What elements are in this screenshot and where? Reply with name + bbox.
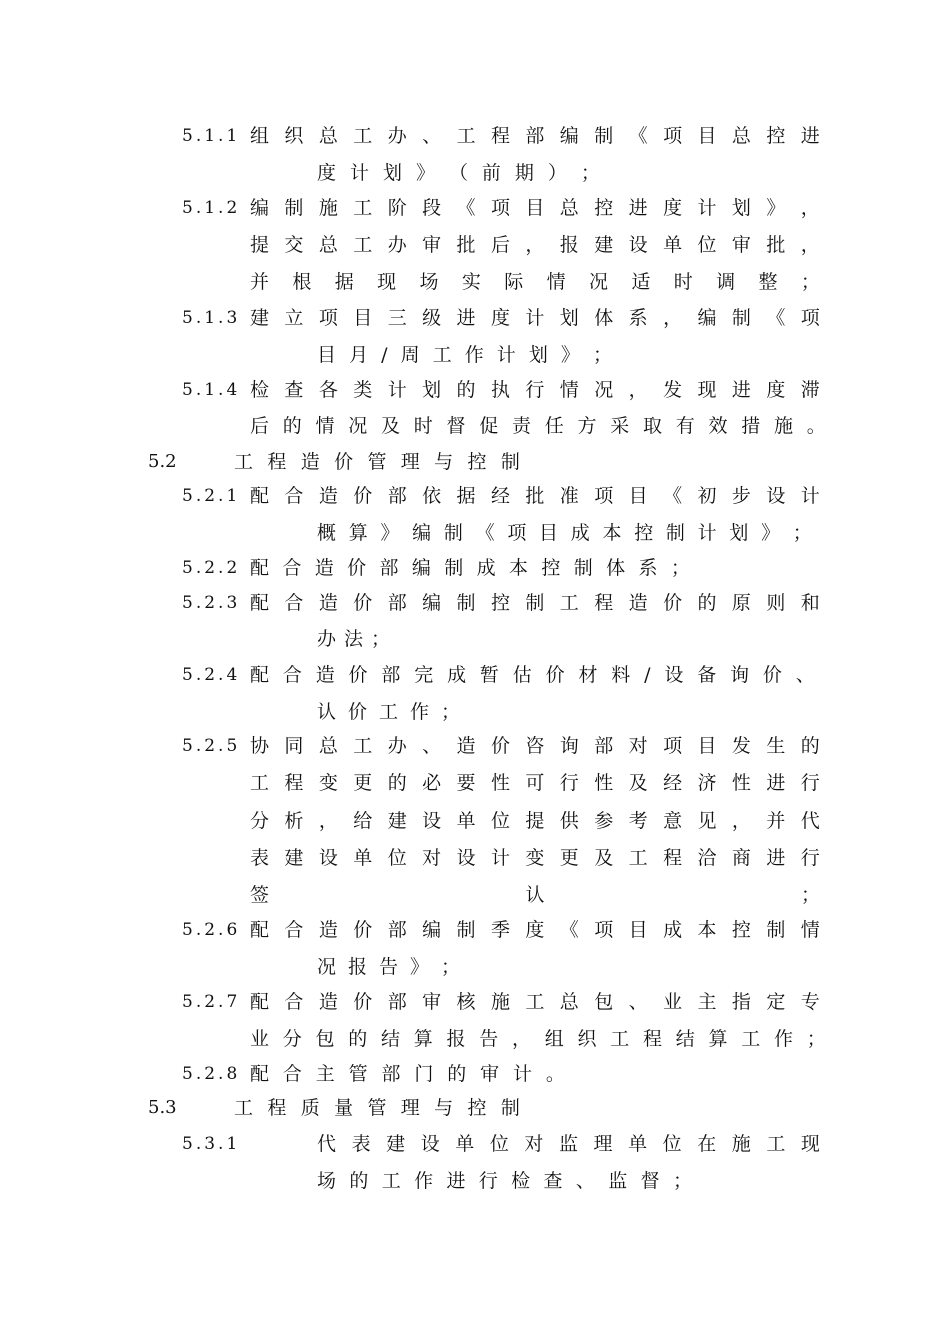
list-item-line xyxy=(0,515,950,551)
list-item-line xyxy=(0,264,950,300)
list-item-line xyxy=(0,657,950,693)
list-item-line xyxy=(0,478,950,514)
list-item-line xyxy=(0,728,950,764)
clause-number: 5.1.4 xyxy=(182,380,241,400)
clause-text: 组 织 总 工 办 、 工 程 部 编 制 《 项 目 总 控 进 xyxy=(250,125,820,147)
clause-text: 配 合 主 管 部 门 的 审 计 。 xyxy=(250,1063,565,1085)
clause-text: 办 法 ； xyxy=(317,628,390,650)
clause-text: 配 合 造 价 部 依 据 经 批 准 项 目 《 初 步 设 计 xyxy=(250,485,820,507)
clause-number: 5.2.6 xyxy=(182,920,241,940)
clause-text: 提 交 总 工 办 审 批 后 ， 报 建 设 单 位 审 批 ， xyxy=(250,234,820,256)
clause-text: 目 月 / 周 工 作 计 划 》 ； xyxy=(317,344,612,366)
list-item-line xyxy=(0,621,950,657)
clause-number: 5.1.1 xyxy=(182,126,241,146)
clause-text: 代 表 建 设 单 位 对 监 理 单 位 在 施 工 现 xyxy=(317,1133,820,1155)
list-item-line xyxy=(0,155,950,191)
list-item-line xyxy=(0,372,950,408)
clause-text: 编 制 施 工 阶 段 《 项 目 总 控 进 度 计 划 》 ， xyxy=(250,197,820,219)
list-item-line xyxy=(0,765,950,801)
list-item-line xyxy=(0,337,950,373)
list-item-line xyxy=(0,550,950,586)
list-item-line xyxy=(0,949,950,985)
clause-number: 5.2.5 xyxy=(182,736,241,756)
list-item-line xyxy=(0,227,950,263)
clause-text: 协 同 总 工 办 、 造 价 咨 询 部 对 项 目 发 生 的 xyxy=(250,735,820,757)
clause-text: 配 合 造 价 部 完 成 暂 估 价 材 料 / 设 备 询 价 、 xyxy=(250,664,815,686)
list-item-line xyxy=(0,912,950,948)
clause-text: 工 程 造 价 管 理 与 控 制 xyxy=(234,451,520,473)
clause-number: 5.3.1 xyxy=(182,1134,241,1154)
section-heading xyxy=(0,1090,950,1126)
clause-text: 度 计 划 》 （ 前 期 ） ； xyxy=(317,162,600,184)
clause-text: 配 合 造 价 部 审 核 施 工 总 包 、 业 主 指 定 专 xyxy=(250,991,820,1013)
clause-text: 后 的 情 况 及 时 督 促 责 任 方 采 取 有 效 措 施 。 xyxy=(250,415,826,437)
clause-number: 5.3 xyxy=(148,1097,177,1118)
clause-text: 工 程 变 更 的 必 要 性 可 行 性 及 经 济 性 进 行 xyxy=(250,772,820,794)
clause-number: 5.2.3 xyxy=(182,593,241,613)
section-heading xyxy=(0,444,950,480)
clause-text: 并 根 据 现 场 实 际 情 况 适 时 调 整 ； xyxy=(250,271,820,293)
list-item-line xyxy=(0,118,950,154)
list-item-line xyxy=(0,300,950,336)
clause-number: 5.2.2 xyxy=(182,558,241,578)
clause-number: 5.2.8 xyxy=(182,1064,241,1084)
clause-text: 认 价 工 作 ； xyxy=(317,701,460,723)
clause-text: 检 查 各 类 计 划 的 执 行 情 况 ， 发 现 进 度 滞 xyxy=(250,379,820,401)
list-item-line xyxy=(0,1126,950,1162)
list-item-line xyxy=(0,803,950,839)
clause-text: 况 报 告 》 ； xyxy=(317,956,460,978)
clause-number: 5.2.7 xyxy=(182,992,241,1012)
clause-text: 表 建 设 单 位 对 设 计 变 更 及 工 程 洽 商 进 行 xyxy=(250,847,820,869)
clause-number: 5.1.3 xyxy=(182,308,241,328)
clause-number: 5.2.1 xyxy=(182,486,241,506)
clause-number: 5.1.2 xyxy=(182,198,241,218)
list-item-line xyxy=(0,408,950,444)
clause-text: 签 认 ； xyxy=(250,884,820,906)
clause-text: 业 分 包 的 结 算 报 告 ， 组 织 工 程 结 算 工 作 ； xyxy=(250,1028,826,1050)
list-item-line xyxy=(0,1163,950,1199)
list-item-line xyxy=(0,585,950,621)
clause-text: 分 析 ， 给 建 设 单 位 提 供 参 考 意 见 ， 并 代 xyxy=(250,810,820,832)
clause-text: 概 算 》 编 制 《 项 目 成 本 控 制 计 划 》 ； xyxy=(317,522,812,544)
list-item-line xyxy=(0,1021,950,1057)
clause-number: 5.2.4 xyxy=(182,665,241,685)
list-item-line xyxy=(0,190,950,226)
list-item-line xyxy=(0,984,950,1020)
list-item-line xyxy=(0,1056,950,1092)
clause-text: 场 的 工 作 进 行 检 查 、 监 督 ； xyxy=(317,1170,692,1192)
clause-text: 工 程 质 量 管 理 与 控 制 xyxy=(234,1097,520,1119)
clause-text: 建 立 项 目 三 级 进 度 计 划 体 系 ， 编 制 《 项 xyxy=(250,307,820,329)
list-item-line xyxy=(0,840,950,876)
list-item-line xyxy=(0,877,950,913)
clause-number: 5.2 xyxy=(148,451,177,472)
list-item-line xyxy=(0,694,950,730)
clause-text: 配 合 造 价 部 编 制 成 本 控 制 体 系 ； xyxy=(250,557,690,579)
clause-text: 配 合 造 价 部 编 制 控 制 工 程 造 价 的 原 则 和 xyxy=(250,592,820,614)
clause-text: 配 合 造 价 部 编 制 季 度 《 项 目 成 本 控 制 情 xyxy=(250,919,820,941)
